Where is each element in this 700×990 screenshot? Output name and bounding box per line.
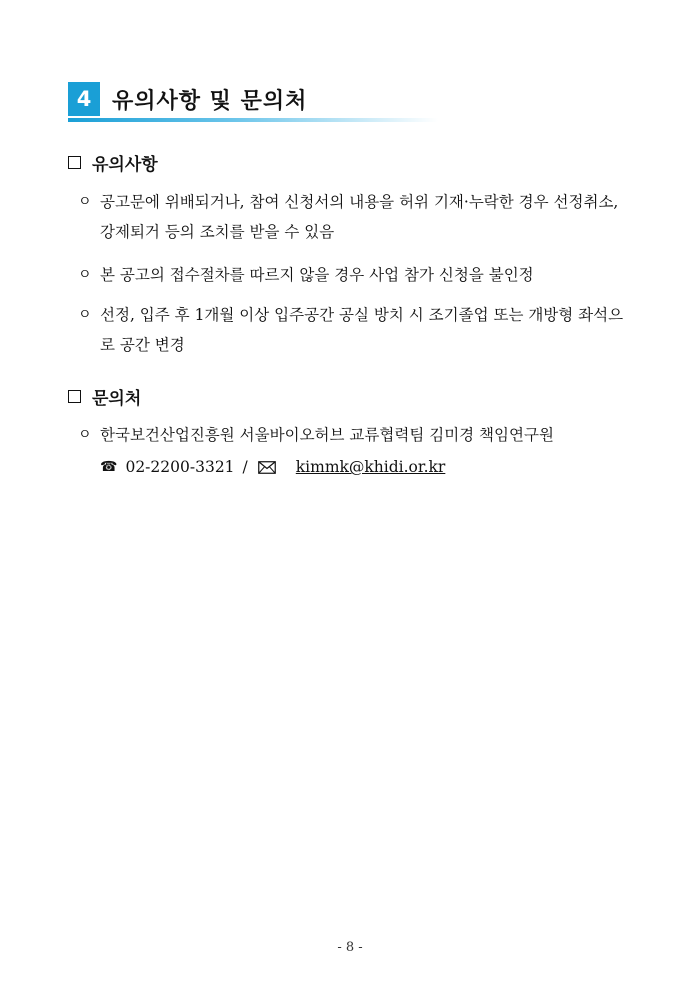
notes-heading [68, 150, 158, 175]
list-item-text: 본 공고의 접수절차를 따르지 않을 경우 사업 참가 신청을 불인정 [100, 266, 534, 284]
page-number: - 8 - [337, 940, 363, 955]
list-item-text: 공고문에 위배되거나, 참여 신청서의 내용을 허위 기재·누락한 경우 선정취소, 강제퇴거 등의 조치를 받을 수 있음 [100, 193, 619, 241]
list-item-text: 선정, 입주 후 1개월 이상 입주공간 공실 방치 시 조기졸업 또는 개방형 좌석으로 공간 변경 [100, 306, 624, 354]
checkbox-square-icon [68, 390, 81, 403]
section-header [68, 82, 307, 116]
contact-heading-label: 문의처 [92, 389, 142, 409]
email-link[interactable]: kimmk@khidi.or.kr [295, 458, 446, 476]
list-item [78, 187, 638, 247]
contact-heading [68, 384, 141, 409]
bullet-icon: ㅇ [78, 427, 92, 443]
section-title: 유의사항 및 문의처 [112, 88, 308, 114]
phone-number: 02-2200-3321 [125, 458, 235, 476]
bullet-icon: ㅇ [78, 307, 92, 323]
section-number-badge: 4 [68, 82, 100, 116]
contact-line [100, 455, 445, 479]
list-item [78, 420, 638, 450]
section-underline [68, 118, 438, 122]
list-item [78, 260, 638, 290]
checkbox-square-icon [68, 156, 81, 169]
contact-org: 한국보건산업진흥원 서울바이오허브 교류협력팀 김미경 책임연구원 [100, 426, 554, 444]
list-item [78, 300, 638, 360]
phone-icon: ☎ [100, 459, 118, 475]
bullet-icon: ㅇ [78, 267, 92, 283]
bullet-icon: ㅇ [78, 194, 92, 210]
separator: / [242, 458, 248, 476]
mail-icon [258, 461, 276, 474]
notes-heading-label: 유의사항 [92, 155, 158, 175]
